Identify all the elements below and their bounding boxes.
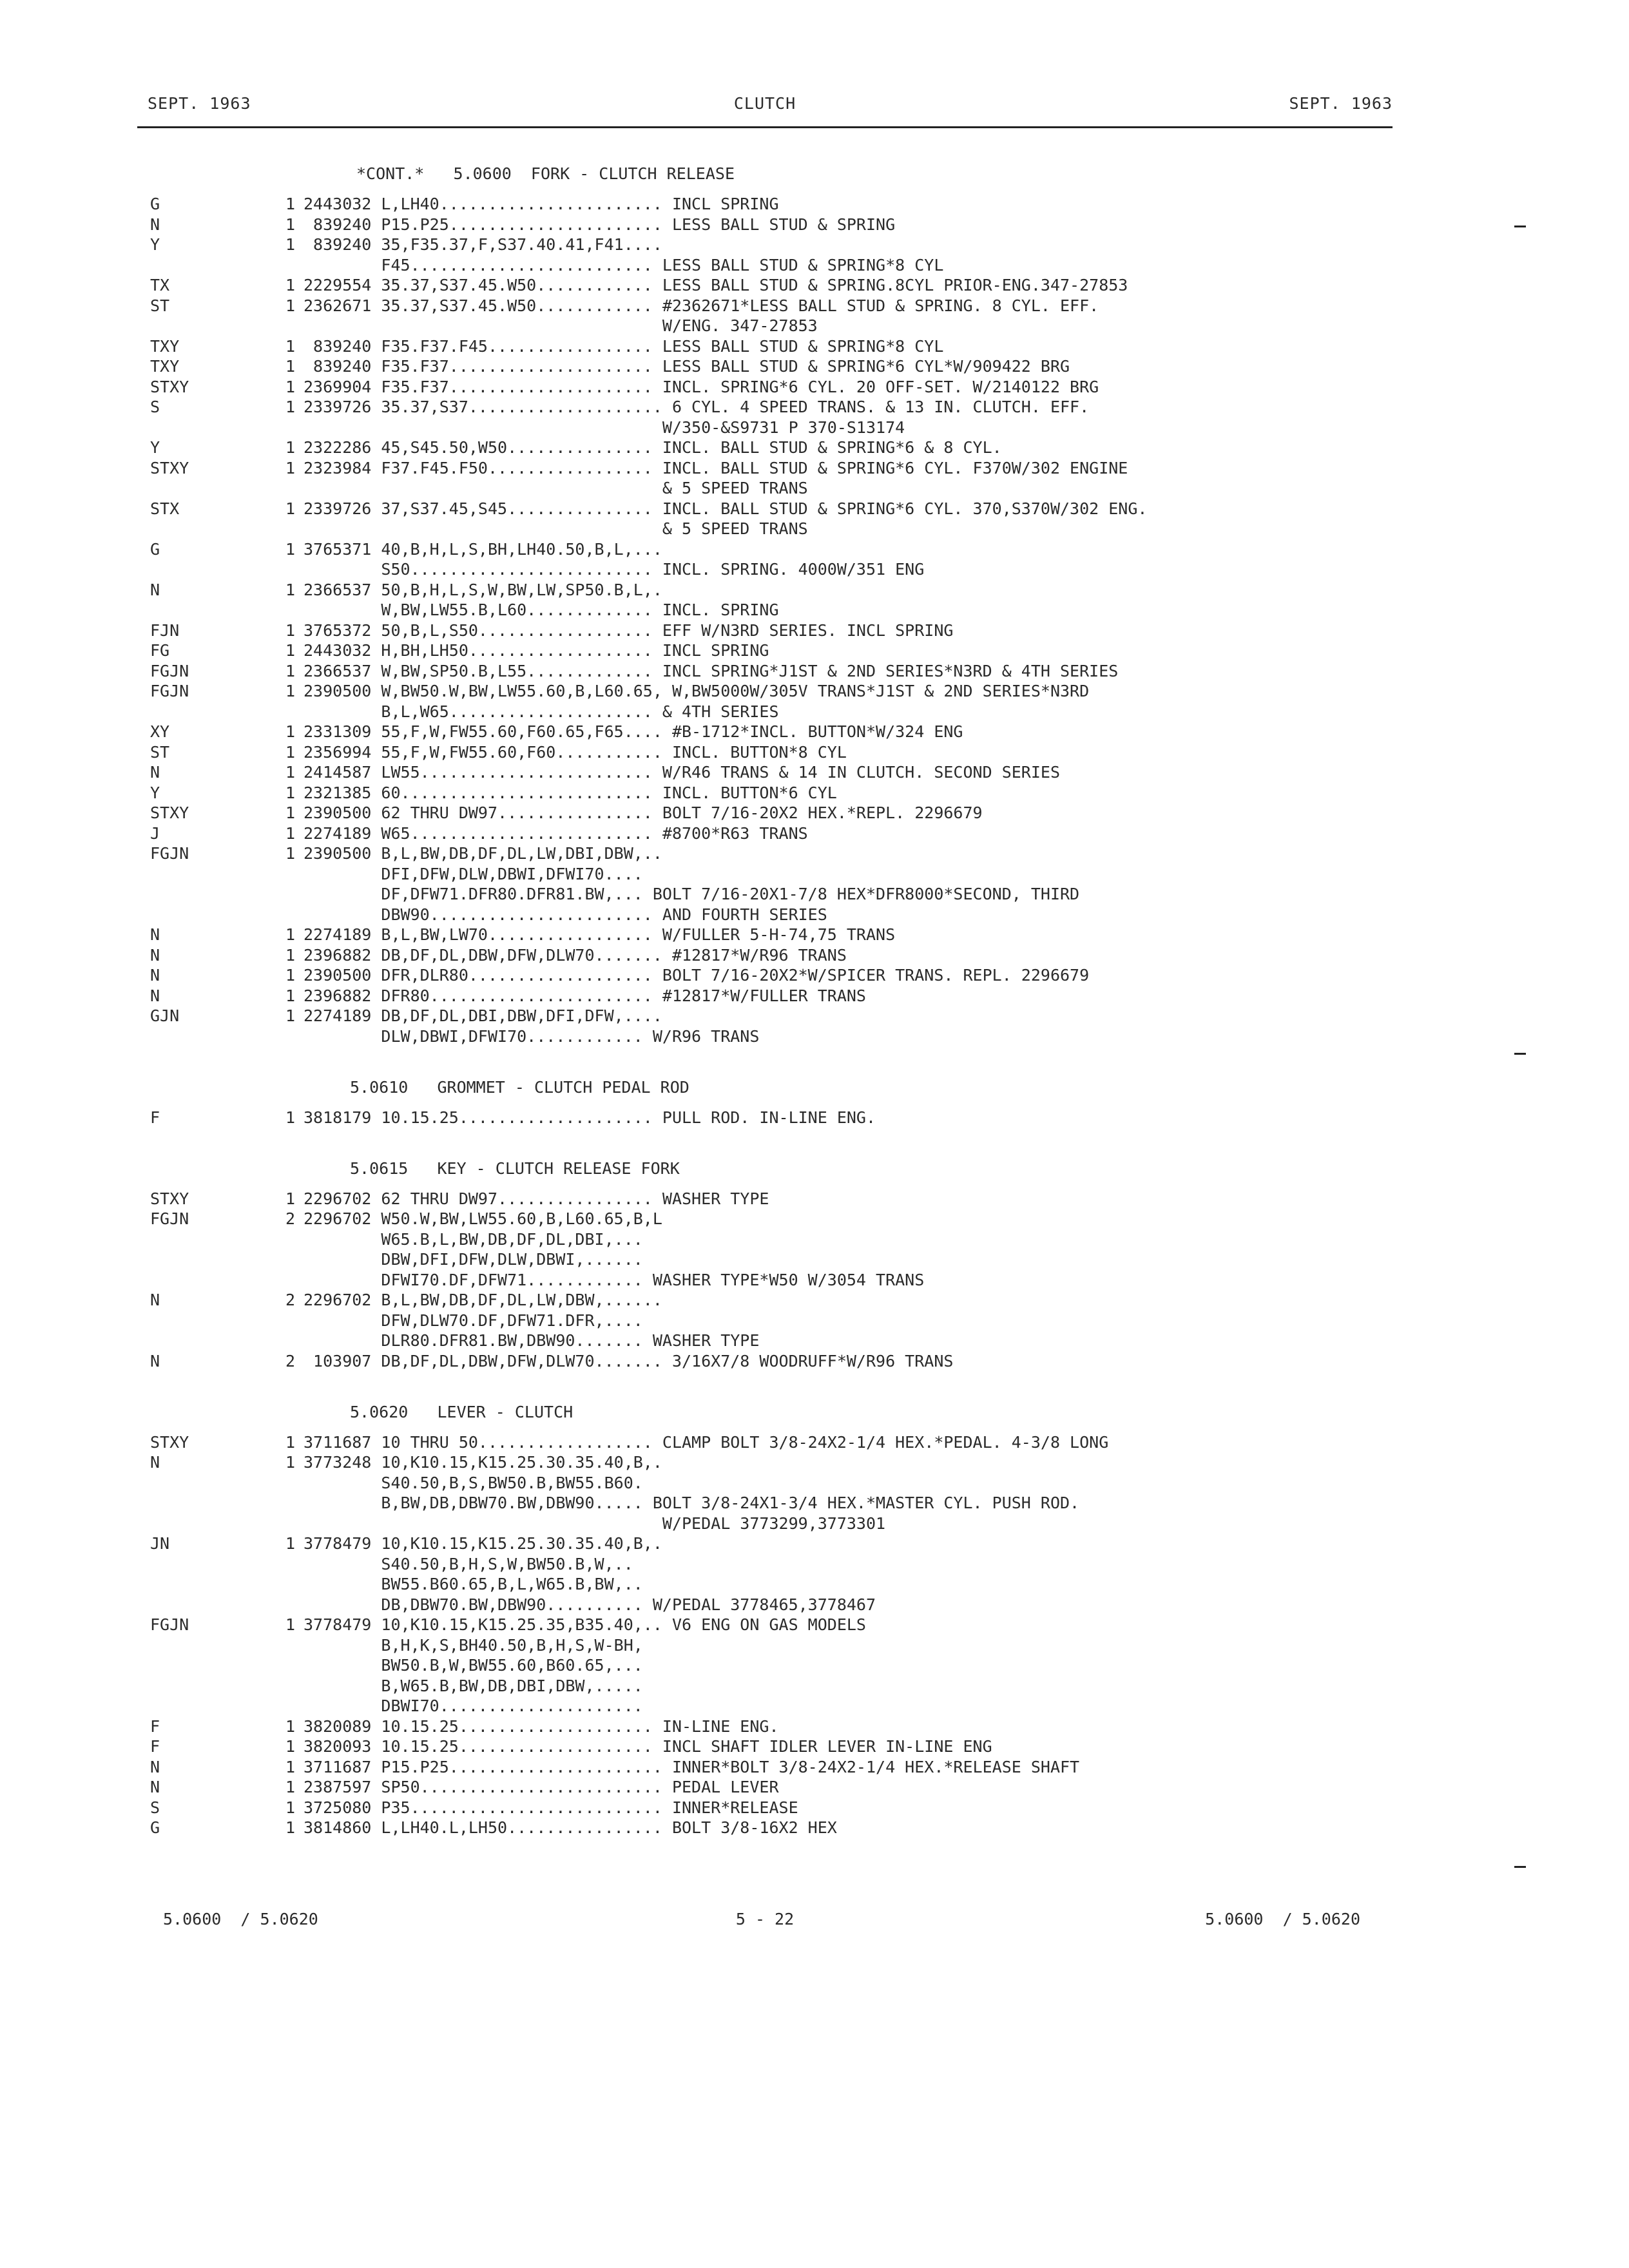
quantity: 1	[285, 1189, 296, 1208]
part-row	[150, 884, 1439, 905]
part-details: 2274189 DB,DF,DL,DBI,DBW,DFI,DFW,....	[304, 1006, 662, 1025]
quantity: 1	[285, 499, 296, 518]
part-details: S40.50,B,H,S,W,BW50.B,W,..	[304, 1554, 633, 1573]
part-row	[150, 1533, 1439, 1554]
part-row	[150, 722, 1439, 742]
section-heading: 5.0610 GROMMET - CLUTCH PEDAL ROD	[350, 1077, 689, 1097]
part-details: DFWI70.DF,DFW71............ WASHER TYPE*W50 W/3054 TRANS	[304, 1270, 925, 1289]
part-row	[150, 803, 1439, 823]
section-gap	[150, 1046, 1439, 1067]
section-heading-row	[150, 1067, 1439, 1108]
part-details: S40.50,B,S,BW50.B,BW55.B60.	[304, 1473, 643, 1492]
part-row	[150, 843, 1439, 864]
header-date-left: SEPT. 1963	[148, 94, 251, 113]
model-code: N	[150, 1453, 160, 1472]
model-code: N	[150, 1778, 160, 1796]
part-row	[150, 1493, 1439, 1514]
part-details: 2274189 B,L,BW,LW70................. W/FULLER 5-H-74,75 TRANS	[304, 925, 896, 944]
margin-mark	[1514, 1053, 1526, 1055]
part-row	[150, 661, 1439, 682]
part-details: DBW,DFI,DFW,DLW,DBWI,......	[304, 1250, 643, 1269]
part-details: 2443032 L,LH40....................... INCL SPRING	[304, 195, 779, 213]
page-number: 5 - 22	[735, 1910, 795, 1928]
model-code: J	[150, 823, 160, 843]
part-details: 3778479 10,K10.15,K15.25.30.35.40,B,.	[304, 1534, 662, 1553]
model-code: FGJN	[150, 661, 189, 680]
part-details: 2274189 W65......................... #8700*R63 TRANS	[304, 823, 808, 843]
quantity: 1	[285, 1534, 296, 1553]
part-row	[150, 864, 1439, 885]
quantity: 1	[285, 1778, 296, 1796]
quantity: 2	[285, 1209, 296, 1228]
part-row	[150, 1716, 1439, 1737]
part-details: 2339726 35.37,S37.................... 6 CYL. 4 SPEED TRANS. & 13 IN. CLUTCH. EFF.	[304, 398, 1090, 416]
part-details: B,L,W65..................... & 4TH SERIES	[304, 702, 779, 721]
part-details: DLW,DBWI,DFWI70............ W/R96 TRANS	[304, 1026, 760, 1046]
part-details: 2366537 50,B,H,L,S,W,BW,LW,SP50.B,L,.	[304, 580, 662, 599]
model-code: GJN	[150, 1006, 180, 1025]
part-row	[150, 255, 1439, 276]
part-row	[150, 194, 1439, 215]
part-row	[150, 1270, 1439, 1291]
part-row	[150, 559, 1439, 580]
part-row	[150, 275, 1439, 296]
part-row	[150, 235, 1439, 255]
part-row	[150, 1777, 1439, 1798]
part-row	[150, 1452, 1439, 1473]
part-row	[150, 437, 1439, 458]
quantity: 1	[285, 539, 296, 559]
part-details: W/PEDAL 3773299,3773301	[304, 1514, 886, 1533]
part-details: DF,DFW71.DFR80.DFR81.BW,... BOLT 7/16-20X1-7/8 HEX*DFR8000*SECOND, THIRD	[304, 885, 1080, 903]
part-row	[150, 1189, 1439, 1209]
model-code: N	[150, 986, 160, 1005]
quantity: 1	[285, 783, 296, 802]
part-details: DBW90....................... AND FOURTH SERIES	[304, 905, 827, 924]
section-heading-row	[150, 1148, 1439, 1189]
part-row	[150, 1655, 1439, 1676]
part-details: 2362671 35.37,S37.45.W50............ #2362671*LESS BALL STUD & SPRING. 8 CYL. EFF.	[304, 296, 1099, 315]
part-details: 3820089 10.15.25.................... IN-LINE ENG.	[304, 1716, 779, 1736]
model-code: N	[150, 215, 160, 234]
part-details: 839240 F35.F37.F45................. LESS BALL STUD & SPRING*8 CYL	[304, 336, 944, 356]
quantity: 1	[285, 1818, 296, 1837]
model-code: S	[150, 398, 160, 416]
model-code: Y	[150, 783, 160, 802]
part-details: 3765371 40,B,H,L,S,BH,LH40.50,B,L,...	[304, 539, 662, 559]
part-row	[150, 296, 1439, 316]
part-details: 3725080 P35.......................... INNER*RELEASE	[304, 1798, 798, 1817]
model-code: TXY	[150, 336, 180, 356]
part-details: DFI,DFW,DLW,DBWI,DFWI70....	[304, 864, 643, 883]
section-heading-row	[150, 153, 1439, 194]
part-details: 839240 P15.P25...................... LESS BALL STUD & SPRING	[304, 215, 896, 234]
part-details: 2369904 F35.F37..................... INCL. SPRING*6 CYL. 20 OFF-SET. W/2140122 BRG	[304, 377, 1099, 396]
model-code: STXY	[150, 803, 189, 822]
quantity: 1	[285, 925, 296, 944]
quantity: 1	[285, 620, 296, 640]
part-details: DBWI70.....................	[304, 1696, 643, 1715]
model-code: F	[150, 1737, 160, 1756]
margin-mark	[1514, 226, 1526, 227]
part-row	[150, 1818, 1439, 1838]
part-details: BW50.B,W,BW55.60,B60.65,...	[304, 1656, 643, 1675]
part-details: 2321385 60.......................... INCL. BUTTON*6 CYL	[304, 783, 837, 802]
quantity: 1	[285, 1757, 296, 1776]
part-details: 2229554 35.37,S37.45.W50............ LESS BALL STUD & SPRING.8CYL PRIOR-ENG.347-27853	[304, 276, 1128, 294]
model-code: JN	[150, 1534, 170, 1553]
quantity: 1	[285, 682, 296, 700]
model-code: TXY	[150, 357, 180, 376]
part-row	[150, 1736, 1439, 1757]
part-row	[150, 1006, 1439, 1026]
part-row	[150, 418, 1439, 438]
part-row	[150, 1514, 1439, 1534]
part-details: 2296702 62 THRU DW97................ WASHER TYPE	[304, 1189, 769, 1208]
model-code: XY	[150, 722, 170, 741]
part-row	[150, 1595, 1439, 1615]
model-code: N	[150, 945, 160, 965]
model-code: ST	[150, 742, 170, 762]
quantity: 1	[285, 1108, 296, 1127]
part-row	[150, 580, 1439, 601]
part-details: B,H,K,S,BH40.50,B,H,S,W-BH,	[304, 1635, 643, 1655]
quantity: 1	[285, 458, 296, 477]
part-details: 839240 35,F35.37,F,S37.40.41,F41....	[304, 235, 662, 254]
part-row	[150, 1798, 1439, 1818]
part-row	[150, 1757, 1439, 1778]
model-code: FGJN	[150, 682, 189, 700]
header-rule	[137, 126, 1393, 128]
part-row	[150, 1676, 1439, 1696]
part-row	[150, 1108, 1439, 1128]
model-code: N	[150, 1291, 160, 1309]
part-row	[150, 1249, 1439, 1270]
part-details: 3820093 10.15.25.................... INCL SHAFT IDLER LEVER IN-LINE ENG	[304, 1737, 992, 1756]
quantity: 2	[285, 1291, 296, 1309]
part-details: 2323984 F37.F45.F50................. INCL. BALL STUD & SPRING*6 CYL. F370W/302 ENGINE	[304, 458, 1128, 477]
part-row	[150, 499, 1439, 519]
part-details: 3773248 10,K10.15,K15.25.30.35.40,B,.	[304, 1453, 662, 1472]
model-code: Y	[150, 235, 160, 254]
quantity: 1	[285, 986, 296, 1005]
part-row	[150, 702, 1439, 722]
part-details: 2322286 45,S45.50,W50............... INCL. BALL STUD & SPRING*6 & 8 CYL.	[304, 438, 1002, 457]
part-details: 2387597 SP50......................... PEDAL LEVER	[304, 1778, 779, 1796]
model-code: FG	[150, 641, 170, 660]
part-details: 3818179 10.15.25.................... PULL ROD. IN-LINE ENG.	[304, 1108, 876, 1127]
page-header	[137, 94, 1393, 120]
part-details: S50......................... INCL. SPRING. 4000W/351 ENG	[304, 560, 925, 579]
quantity: 1	[285, 276, 296, 294]
part-row	[150, 356, 1439, 377]
part-details: 2339726 37,S37.45,S45............... INCL. BALL STUD & SPRING*6 CYL. 370,S370W/302 ENG.	[304, 499, 1148, 518]
quantity: 1	[285, 1615, 296, 1634]
model-code: N	[150, 1757, 160, 1776]
part-row	[150, 316, 1439, 336]
section-gap	[150, 1371, 1439, 1392]
quantity: 1	[285, 945, 296, 965]
footer-range-left: 5.0600 / 5.0620	[163, 1910, 318, 1928]
quantity: 1	[285, 235, 296, 254]
quantity: 1	[285, 1432, 296, 1452]
quantity: 1	[285, 296, 296, 315]
part-details: & 5 SPEED TRANS	[304, 519, 808, 538]
part-details: W/ENG. 347-27853	[304, 316, 818, 335]
header-date-right: SEPT. 1963	[1289, 94, 1393, 113]
section-heading-row	[150, 1392, 1439, 1432]
part-row	[150, 215, 1439, 235]
model-code: STXY	[150, 458, 189, 477]
model-code: G	[150, 195, 160, 213]
part-details: 3814860 L,LH40.L,LH50................ BOLT 3/8-16X2 HEX	[304, 1818, 837, 1837]
part-row	[150, 1574, 1439, 1595]
part-row	[150, 1615, 1439, 1635]
model-code: STXY	[150, 1432, 189, 1452]
part-details: 2390500 62 THRU DW97................ BOLT 7/16-20X2 HEX.*REPL. 2296679	[304, 803, 983, 822]
model-code: N	[150, 1351, 160, 1370]
model-code: F	[150, 1716, 160, 1736]
page-footer	[137, 1910, 1393, 1984]
part-row	[150, 478, 1439, 499]
part-details: 3765372 50,B,L,S50.................. EFF W/N3RD SERIES. INCL SPRING	[304, 620, 954, 640]
part-row	[150, 377, 1439, 398]
quantity: 1	[285, 1453, 296, 1472]
quantity: 1	[285, 1006, 296, 1025]
part-details: 2390500 W,BW50.W,BW,LW55.60,B,L60.65, W,BW5000W/305V TRANS*J1ST & 2ND SERIES*N3RD	[304, 682, 1090, 700]
parts-listing	[150, 153, 1439, 1838]
quantity: 2	[285, 1351, 296, 1370]
quantity: 1	[285, 803, 296, 822]
model-code: F	[150, 1108, 160, 1127]
section-heading: *CONT.* 5.0600 FORK - CLUTCH RELEASE	[356, 164, 735, 183]
quantity: 1	[285, 763, 296, 782]
quantity: 1	[285, 1716, 296, 1736]
part-row	[150, 1351, 1439, 1372]
part-row	[150, 620, 1439, 641]
quantity: 1	[285, 377, 296, 396]
part-details: BW55.B60.65,B,L,W65.B,BW,..	[304, 1575, 643, 1593]
model-code: S	[150, 1798, 160, 1817]
part-row	[150, 905, 1439, 925]
quantity: 1	[285, 844, 296, 863]
quantity: 1	[285, 722, 296, 741]
quantity: 1	[285, 661, 296, 680]
part-row	[150, 458, 1439, 479]
quantity: 1	[285, 580, 296, 599]
part-details: 3711687 P15.P25...................... INNER*BOLT 3/8-24X2-1/4 HEX.*RELEASE SHAFT	[304, 1757, 1080, 1776]
quantity: 1	[285, 742, 296, 762]
part-row	[150, 986, 1439, 1006]
part-details: 2443032 H,BH,LH50................... INCL SPRING	[304, 641, 769, 660]
model-code: N	[150, 763, 160, 782]
part-row	[150, 762, 1439, 783]
model-code: G	[150, 1818, 160, 1837]
part-details: 2356994 55,F,W,FW55.60,F60........... INCL. BUTTON*8 CYL	[304, 742, 847, 762]
quantity: 1	[285, 398, 296, 416]
part-row	[150, 539, 1439, 560]
part-details: 2396882 DB,DF,DL,DBW,DFW,DLW70....... #12817*W/R96 TRANS	[304, 945, 847, 965]
part-details: 2414587 LW55........................ W/R46 TRANS & 14 IN CLUTCH. SECOND SERIES	[304, 763, 1060, 782]
part-details: 3711687 10 THRU 50.................. CLAMP BOLT 3/8-24X2-1/4 HEX.*PEDAL. 4-3/8 LONG	[304, 1432, 1109, 1452]
part-row	[150, 1311, 1439, 1331]
part-row	[150, 1209, 1439, 1229]
model-code: FGJN	[150, 1615, 189, 1634]
quantity: 1	[285, 823, 296, 843]
model-code: STX	[150, 499, 180, 518]
part-details: 839240 F35.F37..................... LESS BALL STUD & SPRING*6 CYL*W/909422 BRG	[304, 357, 1070, 376]
part-row	[150, 1026, 1439, 1047]
part-row	[150, 640, 1439, 661]
part-details: DLR80.DFR81.BW,DBW90....... WASHER TYPE	[304, 1331, 760, 1350]
header-title: CLUTCH	[733, 94, 796, 113]
part-details: F45......................... LESS BALL STUD & SPRING*8 CYL	[304, 255, 944, 274]
quantity: 1	[285, 641, 296, 660]
model-code: FJN	[150, 620, 180, 640]
part-details: 2396882 DFR80....................... #12817*W/FULLER TRANS	[304, 986, 866, 1005]
part-row	[150, 1696, 1439, 1716]
part-row	[150, 1554, 1439, 1575]
footer-range-right: 5.0600 / 5.0620	[1205, 1910, 1360, 1928]
part-row	[150, 600, 1439, 620]
model-code: N	[150, 580, 160, 599]
model-code: STXY	[150, 1189, 189, 1208]
part-row	[150, 1331, 1439, 1351]
part-details: W/350-&S9731 P 370-S13174	[304, 418, 905, 437]
model-code: N	[150, 925, 160, 944]
model-code: N	[150, 966, 160, 985]
part-details: W,BW,LW55.B,L60............. INCL. SPRING	[304, 601, 779, 619]
quantity: 1	[285, 357, 296, 376]
quantity: 1	[285, 336, 296, 356]
part-details: DFW,DLW70.DF,DFW71.DFR,....	[304, 1311, 643, 1330]
model-code: ST	[150, 296, 170, 315]
quantity: 1	[285, 215, 296, 234]
part-row	[150, 397, 1439, 418]
model-code: Y	[150, 438, 160, 457]
part-row	[150, 1473, 1439, 1494]
part-details: 3778479 10,K10.15,K15.25.35,B35.40,.. V6 ENG ON GAS MODELS	[304, 1615, 866, 1634]
quantity: 1	[285, 966, 296, 985]
model-code: G	[150, 539, 160, 559]
part-details: 2366537 W,BW,SP50.B,L55............. INCL SPRING*J1ST & 2ND SERIES*N3RD & 4TH SERIES	[304, 661, 1119, 680]
quantity: 1	[285, 1798, 296, 1817]
quantity: 1	[285, 1737, 296, 1756]
part-details: & 5 SPEED TRANS	[304, 479, 808, 497]
part-row	[150, 925, 1439, 945]
part-details: W65.B,L,BW,DB,DF,DL,DBI,...	[304, 1229, 643, 1249]
margin-mark	[1514, 1866, 1526, 1868]
part-row	[150, 1635, 1439, 1656]
part-row	[150, 519, 1439, 539]
part-row	[150, 1229, 1439, 1250]
section-heading: 5.0615 KEY - CLUTCH RELEASE FORK	[350, 1158, 680, 1178]
part-row	[150, 742, 1439, 763]
section-gap	[150, 1128, 1439, 1148]
part-row	[150, 945, 1439, 966]
part-details: DB,DBW70.BW,DBW90.......... W/PEDAL 3778465,3778467	[304, 1595, 876, 1614]
model-code: FGJN	[150, 1209, 189, 1228]
part-row	[150, 1432, 1439, 1453]
part-details: 2296702 W50.W,BW,LW55.60,B,L60.65,B,L	[304, 1209, 662, 1228]
part-details: 2390500 B,L,BW,DB,DF,DL,LW,DBI,DBW,..	[304, 844, 662, 863]
part-row	[150, 965, 1439, 986]
part-details: B,BW,DB,DBW70.BW,DBW90..... BOLT 3/8-24X1-3/4 HEX.*MASTER CYL. PUSH ROD.	[304, 1494, 1080, 1512]
model-code: STXY	[150, 377, 189, 396]
part-row	[150, 681, 1439, 702]
part-details: B,W65.B,BW,DB,DBI,DBW,.....	[304, 1676, 643, 1695]
part-details: 2390500 DFR,DLR80................... BOLT 7/16-20X2*W/SPICER TRANS. REPL. 2296679	[304, 966, 1090, 985]
part-details: 103907 DB,DF,DL,DBW,DFW,DLW70....... 3/16X7/8 WOODRUFF*W/R96 TRANS	[304, 1351, 954, 1370]
quantity: 1	[285, 438, 296, 457]
model-code: TX	[150, 276, 170, 294]
part-row	[150, 336, 1439, 357]
section-heading: 5.0620 LEVER - CLUTCH	[350, 1402, 574, 1421]
part-row	[150, 1290, 1439, 1311]
model-code: FGJN	[150, 844, 189, 863]
part-details: 2331309 55,F,W,FW55.60,F60.65,F65.... #B-1712*INCL. BUTTON*W/324 ENG	[304, 722, 963, 741]
part-row	[150, 783, 1439, 803]
part-details: 2296702 B,L,BW,DB,DF,DL,LW,DBW,......	[304, 1291, 662, 1309]
quantity: 1	[285, 195, 296, 213]
part-row	[150, 823, 1439, 844]
